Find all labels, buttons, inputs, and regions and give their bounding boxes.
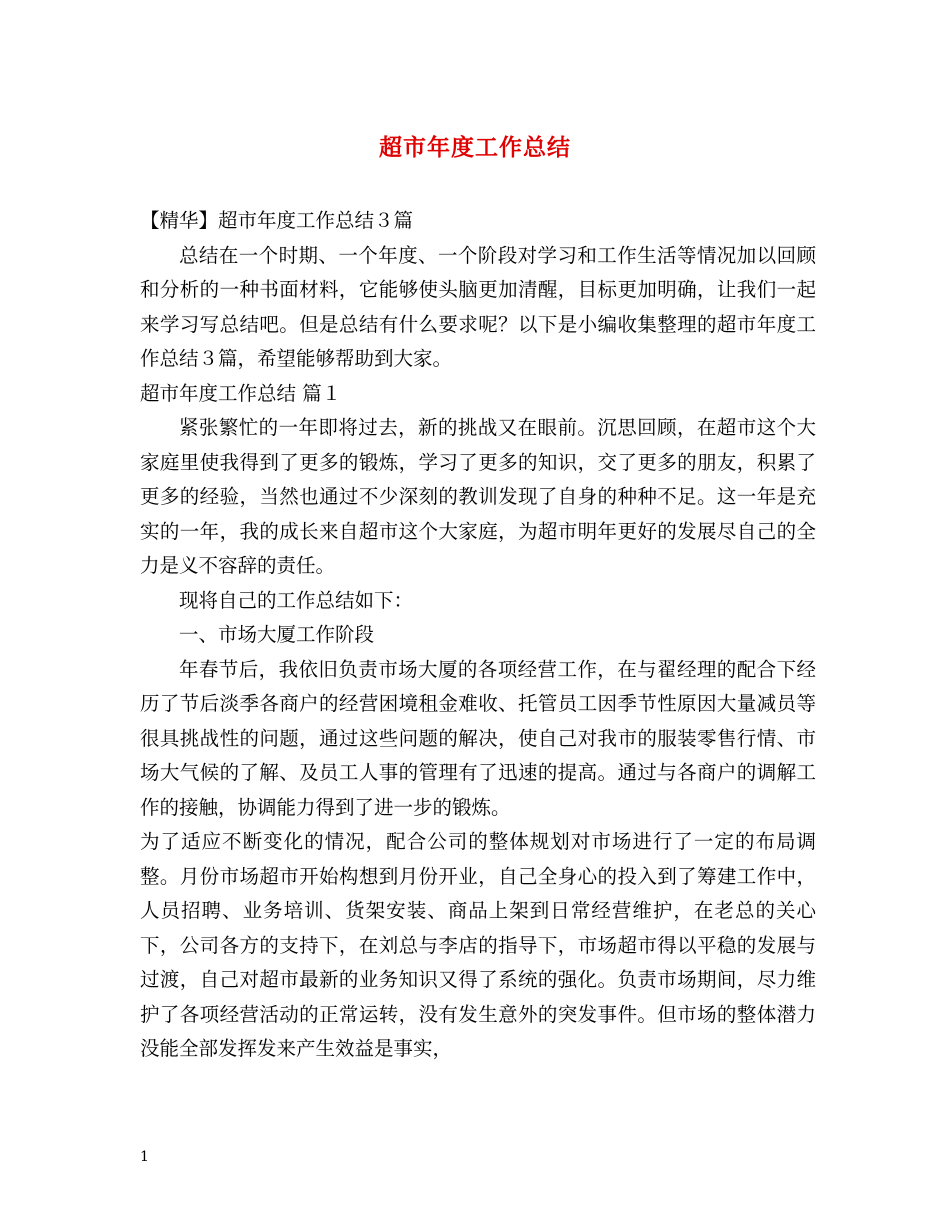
header-line: 【精华】超市年度工作总结３篇 — [140, 209, 414, 232]
subheading-1: 一、市场大厦工作阶段 — [179, 623, 375, 646]
document-body — [140, 204, 816, 1067]
body-paragraph-1: 紧张繁忙的一年即将过去，新的挑战又在眼前。沉思回顾，在超市这个大家庭里使我得到了更多的锻炼，学习了更多的知识，交了更多的朋友，积累了更多的经验，当然也通过不少深刻的教训发现了自身的种种不足。这一年是充实的一年，我的成长来自超市这个大家庭，为超市明年更好的发展尽自己的全力是义不容辞的责任。 — [140, 416, 816, 577]
intro-paragraph: 总结在一个时期、一个年度、一个阶段对学习和工作生活等情况加以回顾和分析的一种书面材料，它能够使头脑更加清醒，目标更加明确，让我们一起来学习写总结吧。但是总结有什么要求呢？以下是小编收集整理的超市年度工作总结３篇，希望能够帮助到大家。 — [140, 243, 816, 370]
section-heading: 超市年度工作总结 篇１ — [140, 381, 342, 405]
body-paragraph-3: 年春节后，我依旧负责市场大厦的各项经营工作，在与翟经理的配合下经历了节后淡季各商户的经营困境租金难收、托管员工因季节性原因大量减员等很具挑战性的问题，通过这些问题的解决，使自己对我市的服装零售行情、市场大气候的了解、及员工人事的管理有了迅速的提高。通过与各商户的调解工作的接触，协调能力得到了进一步的锻炼。 — [140, 657, 816, 819]
document-title: 超市年度工作总结 — [379, 134, 571, 161]
body-paragraph-4: 为了适应不断变化的情况，配合公司的整体规划对市场进行了一定的布局调整。月份市场超市开始构想到月份开业，自己全身心的投入到了筹建工作中，人员招聘、业务培训、货架安装、商品上架到日常经营维护，在老总的关心下，公司各方的支持下，在刘总与李店的指导下，市场超市得以平稳的发展与过渡，自己对超市最新的业务知识又得了系统的强化。负责市场期间，尽力维护了各项经营活动的正常运转，没有发生意外的突发事件。但市场的整体潜力没能全部发挥发来产生效益是事实， — [140, 830, 816, 1060]
page-number: 1 — [140, 1149, 149, 1165]
body-paragraph-2: 现将自己的工作总结如下： — [179, 588, 414, 612]
